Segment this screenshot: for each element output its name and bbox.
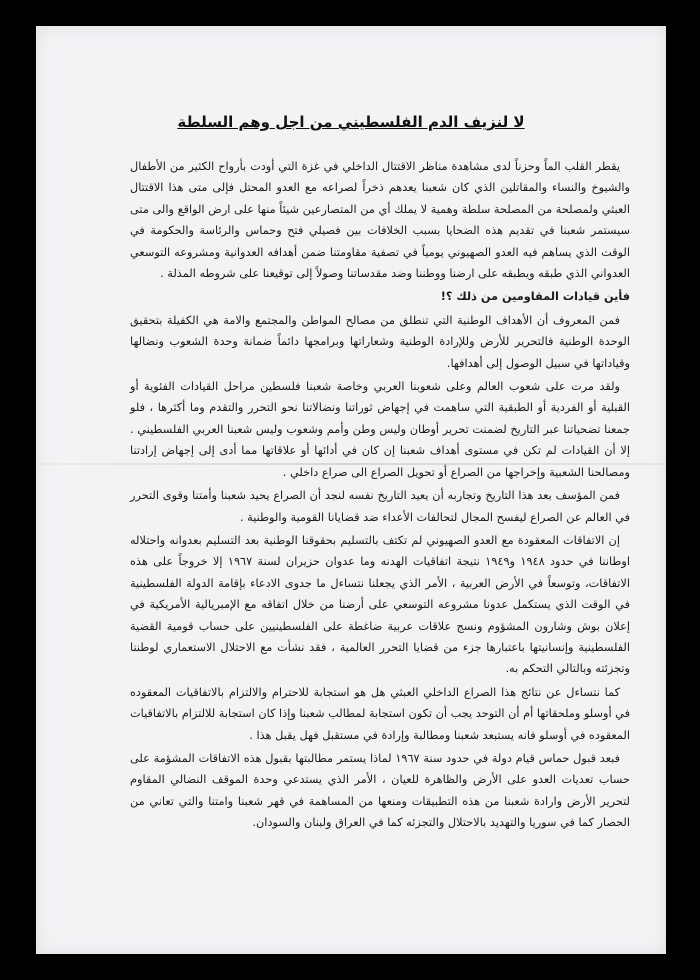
paragraph-history: ولقد مرت على شعوب العالم وعلى شعوبنا العربي وخاصة شعبنا فلسطين مراحل القيادات الفئوية أو القبلية أو الفردية أو الطبقية التي ساهمت في إجهاض ثوراتنا ونضالاتنا نحو التحرر والتقدم وما أكثرها ، فلو جمعنا تضحياتنا عبر التاريخ لضمنت تحرير أوطان وليس وطن وأمم وشعوب وليس شعبنا العربي الفلسطيني . إلا أن القيادات لم تكن في مستوى أهداف شعبنا إن كان في أدائها أو علاقاتها مما أدى إلى إجهاض إرادتنا ومصالحنا الشعبية وإخراجها من الصراع أو تحويل الصراع الى صراع داخلي .: [130, 380, 630, 479]
document-sheet: [36, 26, 666, 954]
paragraph-intro: يقطر القلب الماً وحزناً لدى مشاهدة مناظر الاقتتال الداخلي في غزة التي أودت بأرواح الكثير من الأطفال والشيوخ والنساء والمقاتلين الذي كان شعبنا يعدهم ذخراً لصراعه مع العدو المحتل فإلى متى هذا الاقتتال العبثي ولمصلحة من المصلحة سلطة وهمية لا يملك أي من المتصارعين شيئاً منها على ارض الواقع والى متى سيستمر شعبنا في تقديم هذه الضحايا بسبب الخلافات بين فصيلي فتح وحماس والرئاسة والحكومة في الوقت الذي يساهم فيه العدو الصهيوني يومياً في تصفية مقاومتنا ضمن أهدافه العدوانية ومشروعه التوسعي العدواني الذي طبقه ويطبقه على ارضنا ووطننا وضد مقدساتنا وصولاً إلى توقيعنا على شروطه المذلة .: [130, 160, 630, 281]
paragraph-hamas: فبعد قبول حماس قيام دولة في حدود سنة ١٩٦٧ لماذا يستمر مطالبتها بقبول هذه الاتفاقات المشؤمة على حساب تعديات العدو على الأرض والظاهرة للعيان ، الأمر الذي يستدعي وحدة الموقف النضالي المقاوم لتحرير الأرض وارادة شعبنا من هذه التطبيقات ومنعها من المساهمة في قهر شعبنا وامتنا والتي تعاني من الحصار كما في سوريا والتهديد بالاحتلال والتجزئه كما في العراق ولبنان والسودان.: [130, 751, 630, 830]
paragraph-national-goals: فمن المعروف أن الأهداف الوطنية التي تنطلق من مصالح المواطن والمجتمع والامة هي الكفيلة بتحقيق الوحدة الوطنية فالتحرير للأرض وللإرادة الوطنية وشعاراتها وبرامجها دائماً ضمانة وحدة الشعوب ونضالها وقياداتها في سبيل الوصول إلى أهدافها.: [130, 313, 630, 370]
document-title: لا لنزيف الدم الفلسطيني من اجل وهم السلطة: [177, 113, 525, 131]
paragraph-question: فأين قيادات المقاومين من ذلك ؟!: [440, 290, 630, 304]
paragraph-oslo: كما نتساءل عن نتائج هذا الصراع الداخلي العبثي هل هو استجابة للاحترام والالتزام بالاتفاقيات المعقوده في أوسلو وملحقاتها أم أن التوحد يجب أن تكون استجابة لمطالب شعبنا وإذا كان استجابة للالتزام بالاتفاقيات المعقوده في أوسلو فانه يستبعد شعبنا ومطالبة وإرادة في مستقبل فهل يقبل هذا .: [130, 685, 630, 742]
paragraph-regret: فمن المؤسف بعد هذا التاريخ وتجاربه أن يعيد التاريخ نفسه لنجد أن الصراع يحيد شعبنا وأمتنا وقوى التحرر في العالم عن الصراع ليفسح المجال لتحالفات الأعداء ضد قضايانا القومية والوطنية .: [130, 489, 630, 524]
paragraph-agreements: إن الاتفاقات المعقودة مع العدو الصهيوني لم تكتف بالتسليم بحقوقنا الوطنية بعد التسليم بعدوانه واحتلاله اوطاننا في حدود ١٩٤٨ و١٩٤٩ نتيجة اتفاقيات الهدنه وما عدوان حزيران لسنة ١٩٦٧ إلا خروجاً على هذه الاتفاقات، وتوسعاً في الأرض العربية ، الأمر الذي يجعلنا نتساءل ما جدوى الادعاء بإقامة الدولة الفلسطينية في الوقت الذي يستكمل عدونا مشروعه التوسعي على أرضنا من خلال اتفاقه مع الإمبريالية الأمريكية في إعلان بوش وشارون المشؤوم ونسج علاقات عربية ضاغطة على الفلسطينيين على حساب قومية القضية الفلسطينية وإنسانيتها باعتبارها جزء من قضايا التحرر العالمية ، فقد نشأت مع الاحتلال الاستعماري لوطننا وتجزئته وبالتالي التحكم به.: [130, 533, 631, 676]
document-body: [130, 156, 630, 836]
